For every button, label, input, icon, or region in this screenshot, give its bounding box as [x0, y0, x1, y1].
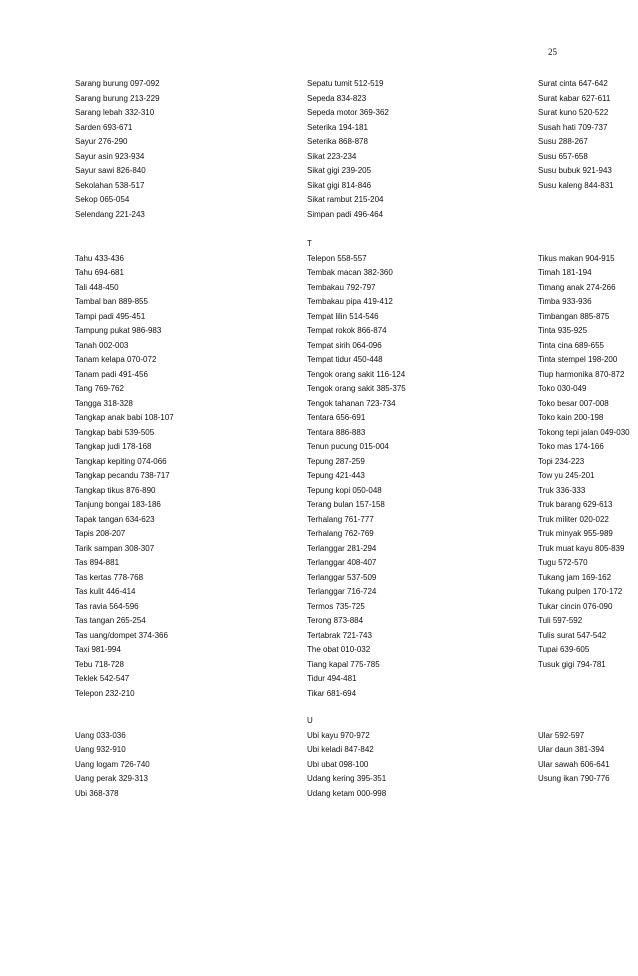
index-entry: Tugu 572-570: [538, 558, 588, 567]
index-entry: Udang kering 395-351: [307, 774, 387, 783]
index-entry: Tas kulit 446-414: [75, 587, 136, 596]
index-entry: Udang ketam 000-998: [307, 788, 387, 798]
index-entry: Tarik sampan 308-307: [75, 543, 155, 553]
index-entry: Toko mas 174-166: [538, 442, 604, 451]
index-entry: Uang perak 329-313: [75, 774, 148, 783]
index-entry: Terlanggar 281-294: [307, 543, 377, 553]
index-entry: Teklek 542-547: [75, 674, 130, 683]
index-entry: Terong 873-884: [307, 616, 364, 625]
index-entry: Tebu 718-728: [75, 659, 124, 669]
section-letter: U: [307, 716, 313, 725]
index-entry: Tembak macan 382-360: [307, 268, 393, 277]
index-entry: Tas uang/dompet 374-366: [75, 630, 168, 640]
index-entry: Sayur 276-290: [75, 137, 128, 146]
index-entry: Tangkap pecandu 738-717: [75, 471, 170, 480]
index-entry: Tambal ban 889-855: [75, 297, 148, 306]
column-3: [538, 77, 638, 193]
index-entry: Telepon 232-210: [75, 688, 135, 698]
index-entry: Tahu 433-436: [75, 253, 124, 263]
index-entry: Sarang lebah 332-310: [75, 108, 155, 117]
index-entry: Tukar cincin 076-090: [538, 601, 613, 611]
index-entry: Surat kuno 520-522: [538, 108, 609, 117]
index-entry: Timah 181-194: [538, 268, 592, 277]
index-entry: Sepeda motor 369-362: [307, 108, 389, 117]
index-entry: Tas tangan 265-254: [75, 616, 146, 625]
index-entry: Ubi ubat 098-100: [307, 759, 369, 769]
index-entry: Tenun pucung 015-004: [307, 442, 389, 451]
index-entry: Ular 592-597: [538, 730, 585, 740]
index-entry: Tas kertas 778-768: [75, 572, 144, 582]
index-entry: Susu 288-267: [538, 137, 588, 146]
index-entry: Tusuk gigi 794-781: [538, 659, 606, 669]
index-entry: Tikar 681-694: [307, 688, 357, 698]
index-entry: Tengok orang sakit 116-124: [307, 369, 406, 379]
index-entry: Susu bubuk 921-943: [538, 166, 612, 175]
index-entry: Tembakau 792-797: [307, 282, 376, 292]
column-2: [307, 714, 527, 801]
index-entry: Terlanggar 716-724: [307, 587, 377, 596]
index-entry: Tempat rokok 866-874: [307, 326, 387, 335]
index-entry: Sayur asin 923-934: [75, 151, 145, 161]
index-entry: Uang logam 726-740: [75, 759, 150, 769]
index-entry: Sekolahan 538-517: [75, 180, 145, 190]
index-entry: Susu 657-658: [538, 151, 588, 161]
index-entry: Tinta 935-925: [538, 326, 588, 335]
index-entry: Sarang burung 097-092: [75, 79, 160, 88]
index-entry: Terlanggar 408-407: [307, 558, 377, 567]
column-2: [307, 237, 527, 701]
index-entry: Uang 932-910: [75, 745, 126, 754]
index-entry: Susah hati 709-737: [538, 122, 608, 132]
column-1: [75, 252, 295, 702]
index-entry: Uang 033-036: [75, 730, 126, 740]
index-entry: Topi 234-223: [538, 456, 585, 466]
index-entry: Truk 336-333: [538, 485, 586, 495]
index-entry: Timbangan 885-875: [538, 311, 610, 321]
index-entry: Tahu 694-681: [75, 268, 124, 277]
index-entry: Tali 448-450: [75, 282, 119, 292]
index-entry: Selendang 221-243: [75, 209, 145, 219]
index-entry: Sepeda 834-823: [307, 93, 367, 103]
index-entry: Tempat lilin 514-546: [307, 311, 379, 321]
index-entry: Tokong tepi jalan 049-030: [538, 427, 630, 437]
index-entry: Tempat sirih 064-096: [307, 340, 382, 350]
index-entry: Tentara 886-883: [307, 427, 366, 437]
index-entry: Tempat tidur 450-448: [307, 355, 383, 364]
index-entry: Tampi padi 495-451: [75, 311, 146, 321]
index-entry: Seterika 194-181: [307, 122, 368, 132]
page-number: 25: [548, 47, 557, 57]
index-entry: Tas ravia 564-596: [75, 601, 139, 611]
index-entry: Ular sawah 606-641: [538, 759, 610, 769]
index-entry: Sikat gigi 814-846: [307, 180, 372, 190]
index-entry: Terhalang 762-769: [307, 529, 374, 538]
index-entry: Sarden 693-671: [75, 122, 133, 132]
index-entry: Tanjung bongai 183-186: [75, 500, 161, 509]
index-entry: Telepon 558-557: [307, 253, 367, 263]
index-entry: Tupai 639-605: [538, 645, 590, 654]
column-1: [75, 77, 295, 222]
index-entry: The obat 010-032: [307, 645, 371, 654]
index-entry: Tiup harmonika 870-872: [538, 369, 625, 379]
index-entry: Terang bulan 157-158: [307, 500, 385, 509]
index-entry: Timba 933-936: [538, 297, 592, 306]
index-entry: Sekop 065-054: [75, 195, 130, 204]
index-entry: Truk militer 020-022: [538, 514, 609, 524]
index-entry: Tukang jam 169-162: [538, 572, 612, 582]
index-entry: Ubi kayu 970-972: [307, 730, 370, 740]
index-entry: Sepatu tumit 512-519: [307, 79, 384, 88]
index-entry: Tuli 597-592: [538, 616, 583, 625]
index-entry: Tengok orang sakit 385-375: [307, 384, 406, 393]
index-entry: Tembakau pipa 419-412: [307, 297, 393, 306]
index-entry: Tikus makan 904-915: [538, 253, 615, 263]
index-entry: Sayur sawi 826-840: [75, 166, 146, 175]
index-entry: Tangkap kepiting 074-066: [75, 456, 167, 466]
index-entry: Tangkap tikus 876-890: [75, 485, 156, 495]
index-entry: Tangga 318-328: [75, 398, 133, 408]
index-entry: Simpan padi 496-464: [307, 209, 384, 219]
index-entry: Tapak tangan 634-623: [75, 514, 155, 524]
index-entry: Taxi 981-994: [75, 645, 121, 654]
index-entry: Sikat 223-234: [307, 151, 357, 161]
index-entry: Tangkap babi 539-505: [75, 427, 155, 437]
index-entry: Termos 735-725: [307, 601, 365, 611]
index-entry: Sikat gigi 239-205: [307, 166, 372, 175]
index-entry: Tinta cina 689-655: [538, 340, 604, 350]
index-entry: Tas 894-881: [75, 558, 120, 567]
index-entry: Susu kaleng 844-831: [538, 180, 614, 190]
index-entry: Surat kabar 627-611: [538, 93, 611, 103]
index-entry: Toko 030-049: [538, 384, 587, 393]
index-entry: Tepung 421-443: [307, 471, 365, 480]
column-3: [538, 729, 638, 787]
index-entry: Tertabrak 721-743: [307, 630, 372, 640]
index-entry: Sarang burung 213-229: [75, 93, 160, 103]
index-entry: Truk barang 629-613: [538, 500, 613, 509]
index-entry: Timang anak 274-266: [538, 282, 616, 292]
index-entry: Tiang kapal 775-785: [307, 659, 380, 669]
index-entry: Seterika 868-878: [307, 137, 368, 146]
index-entry: Toko besar 007-008: [538, 398, 609, 408]
index-entry: Tow yu 245-201: [538, 471, 595, 480]
index-entry: Tepung kopi 050-048: [307, 485, 382, 495]
section-letter: T: [307, 239, 312, 248]
index-entry: Tapis 208-207: [75, 529, 126, 538]
index-entry: Terhalang 761-777: [307, 514, 374, 524]
index-entry: Tangkap judi 178-168: [75, 442, 152, 451]
index-entry: Tidur 494-481: [307, 674, 357, 683]
index-entry: Terlanggar 537-509: [307, 572, 377, 582]
index-entry: Tanam kelapa 070-072: [75, 355, 157, 364]
index-entry: Truk muat kayu 805-839: [538, 543, 625, 553]
index-entry: Tinta stempel 198-200: [538, 355, 618, 364]
index-entry: Ular daun 381-394: [538, 745, 605, 754]
index-entry: Tulis surat 547-542: [538, 630, 607, 640]
index-entry: Ubi keladi 847-842: [307, 745, 374, 754]
index-entry: Tukang pulpen 170-172: [538, 587, 623, 596]
index-entry: Surat cinta 647-642: [538, 79, 608, 88]
column-2: [307, 77, 527, 222]
index-entry: Truk minyak 955-989: [538, 529, 613, 538]
index-entry: Tang 769-762: [75, 384, 124, 393]
index-entry: Usung ikan 790-776: [538, 774, 610, 783]
index-entry: Tentara 656-691: [307, 413, 366, 422]
index-entry: Tanah 002-003: [75, 340, 129, 350]
index-entry: Tanam padi 491-456: [75, 369, 148, 379]
index-entry: Tampung pukat 986-983: [75, 326, 162, 335]
index-entry: Tengok tahanan 723-734: [307, 398, 396, 408]
index-entry: Tangkap anak babi 108-107: [75, 413, 174, 422]
index-entry: Sikat rambut 215-204: [307, 195, 384, 204]
column-3: [538, 252, 638, 673]
index-entry: Tepung 287-259: [307, 456, 365, 466]
index-entry: Toko kain 200-198: [538, 413, 604, 422]
index-entry: Ubi 368-378: [75, 788, 119, 798]
column-1: [75, 729, 295, 802]
